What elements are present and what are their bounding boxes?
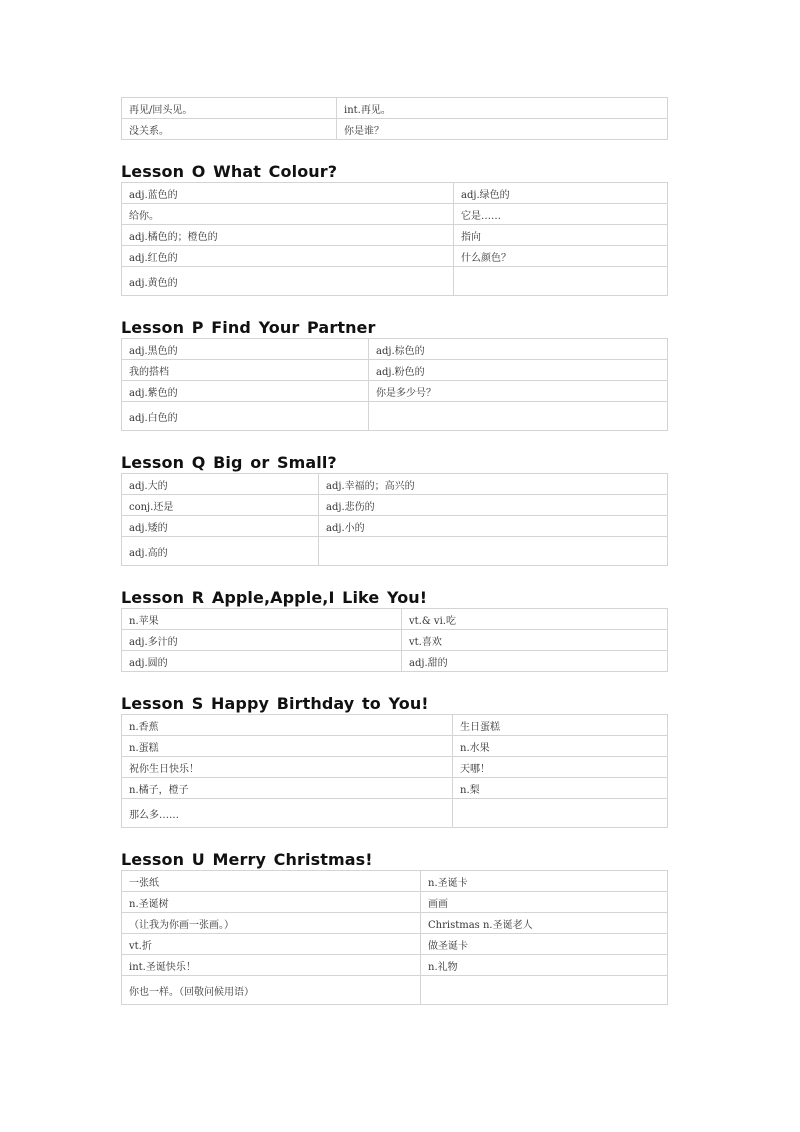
vocab-cell: 画画	[421, 892, 668, 913]
vocab-cell: n.礼物	[421, 955, 668, 976]
vocab-cell: 一张纸	[122, 871, 421, 892]
table-row	[122, 474, 668, 495]
vocab-cell: vt.喜欢	[402, 630, 668, 651]
vocab-cell: adj.多汁的	[122, 630, 402, 651]
lesson-title: Lesson Q Big or Small?	[121, 453, 337, 472]
vocab-cell: int.再见。	[337, 98, 668, 119]
vocab-cell: 什么颜色？	[454, 246, 668, 267]
vocab-cell: adj.悲伤的	[319, 495, 668, 516]
vocab-cell	[454, 267, 668, 296]
vocab-cell: adj.绿色的	[454, 183, 668, 204]
vocab-cell: 你也一样。（回敬问候用语）	[122, 976, 421, 1005]
lesson-vocab-table	[121, 338, 668, 431]
lesson-section-u	[121, 849, 667, 1005]
table-row	[122, 204, 668, 225]
vocab-cell: adj.紫色的	[122, 381, 369, 402]
lesson-section-o	[121, 161, 667, 296]
table-row	[122, 495, 668, 516]
intro-vocab-table	[121, 97, 668, 140]
table-row	[122, 119, 668, 140]
table-row	[122, 757, 668, 778]
lesson-title: Lesson S Happy Birthday to You!	[121, 694, 429, 713]
vocab-cell	[453, 799, 668, 828]
vocab-cell: adj.幸福的；高兴的	[319, 474, 668, 495]
vocab-cell: int.圣诞快乐！	[122, 955, 421, 976]
vocab-cell: vt.& vi.吃	[402, 609, 668, 630]
vocab-cell: adj.小的	[319, 516, 668, 537]
vocab-cell: 你是多少号？	[369, 381, 668, 402]
table-row	[122, 715, 668, 736]
lesson-title: Lesson R Apple,Apple,I Like You!	[121, 588, 428, 607]
table-row	[122, 339, 668, 360]
lesson-section-p	[121, 317, 667, 431]
table-row	[122, 381, 668, 402]
vocab-cell: conj.还是	[122, 495, 319, 516]
vocab-cell: 没关系。	[122, 119, 337, 140]
table-row	[122, 516, 668, 537]
vocab-cell: adj.大的	[122, 474, 319, 495]
table-row	[122, 913, 668, 934]
table-row	[122, 976, 668, 1005]
vocab-cell: 再见/回头见。	[122, 98, 337, 119]
vocab-cell: n.橘子，橙子	[122, 778, 453, 799]
vocab-cell: n.圣诞树	[122, 892, 421, 913]
table-row	[122, 778, 668, 799]
vocab-cell: 指向	[454, 225, 668, 246]
vocab-cell: 我的搭档	[122, 360, 369, 381]
vocab-cell: （让我为你画一张画。）	[122, 913, 421, 934]
vocab-cell	[369, 402, 668, 431]
vocab-cell: n.苹果	[122, 609, 402, 630]
lesson-vocab-table	[121, 608, 668, 672]
vocab-cell: 它是……	[454, 204, 668, 225]
lesson-section-q	[121, 452, 667, 566]
table-row	[122, 246, 668, 267]
lesson-title: Lesson O What Colour?	[121, 162, 338, 181]
table-row	[122, 267, 668, 296]
table-row	[122, 537, 668, 566]
table-row	[122, 736, 668, 757]
lesson-title: Lesson P Find Your Partner	[121, 318, 376, 337]
vocab-cell: 给你。	[122, 204, 454, 225]
lesson-vocab-table	[121, 870, 668, 1005]
table-row	[122, 609, 668, 630]
vocab-cell: adj.圆的	[122, 651, 402, 672]
vocab-cell: n.蛋糕	[122, 736, 453, 757]
vocab-cell: 那么多……	[122, 799, 453, 828]
vocab-cell: adj.高的	[122, 537, 319, 566]
vocab-cell: adj.红色的	[122, 246, 454, 267]
table-row	[122, 934, 668, 955]
vocab-cell: adj.黄色的	[122, 267, 454, 296]
table-row	[122, 892, 668, 913]
vocab-cell: n.梨	[453, 778, 668, 799]
vocab-cell: Christmas n.圣诞老人	[421, 913, 668, 934]
table-row	[122, 955, 668, 976]
vocab-cell: n.水果	[453, 736, 668, 757]
vocab-cell: adj.黑色的	[122, 339, 369, 360]
vocab-cell: 生日蛋糕	[453, 715, 668, 736]
lesson-section-r	[121, 587, 667, 672]
table-row	[122, 402, 668, 431]
vocab-cell: n.香蕉	[122, 715, 453, 736]
vocab-cell: adj.白色的	[122, 402, 369, 431]
table-row	[122, 651, 668, 672]
table-row	[122, 871, 668, 892]
vocab-cell: vt.折	[122, 934, 421, 955]
document-page	[121, 97, 667, 1005]
vocab-cell: 天哪！	[453, 757, 668, 778]
lesson-vocab-table	[121, 473, 668, 566]
table-row	[122, 360, 668, 381]
vocab-cell: adj.橘色的；橙色的	[122, 225, 454, 246]
vocab-cell: adj.蓝色的	[122, 183, 454, 204]
table-row	[122, 225, 668, 246]
vocab-cell: 你是谁？	[337, 119, 668, 140]
lesson-title: Lesson U Merry Christmas!	[121, 850, 373, 869]
vocab-cell: 做圣诞卡	[421, 934, 668, 955]
vocab-cell: adj.甜的	[402, 651, 668, 672]
vocab-cell: adj.矮的	[122, 516, 319, 537]
table-row	[122, 183, 668, 204]
lesson-section-s	[121, 693, 667, 828]
lesson-vocab-table	[121, 182, 668, 296]
table-row	[122, 630, 668, 651]
vocab-cell: adj.粉色的	[369, 360, 668, 381]
vocab-cell: 祝你生日快乐！	[122, 757, 453, 778]
vocab-cell	[421, 976, 668, 1005]
lesson-vocab-table	[121, 714, 668, 828]
table-row	[122, 98, 668, 119]
vocab-cell: adj.棕色的	[369, 339, 668, 360]
table-row	[122, 799, 668, 828]
vocab-cell	[319, 537, 668, 566]
vocab-cell: n.圣诞卡	[421, 871, 668, 892]
